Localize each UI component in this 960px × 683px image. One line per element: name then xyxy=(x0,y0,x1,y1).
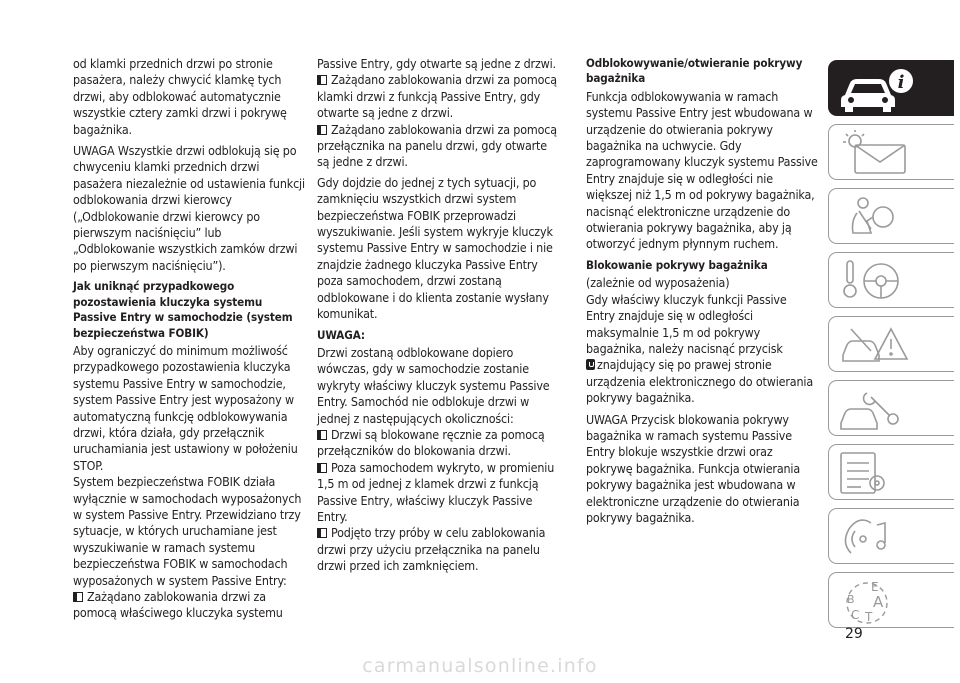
bullet-item xyxy=(317,72,560,121)
bullet-item xyxy=(317,122,560,171)
paragraph: Gdy właściwy kluczyk funkcji Passive Entry znajduje się w odległości maksymalnie 1,5 m od pokrywy bagażnika, należy nacisnąć przycisk znajdujący się po prawej stronie urządzenia elektronicznego do otwierania pokrywy bagażnika. xyxy=(586,291,814,406)
watermark: carmanualsonline.info xyxy=(362,655,598,677)
paragraph: Drzwi zostaną odblokowane dopiero wówczas, gdy w samochodzie zostanie wykryty właściwy kluczyk systemu Passive Entry. Samochód nie odblokuje drzwi w jednej z następujących okoliczności: xyxy=(317,344,550,426)
bullet-text: Zażądano zablokowania drzwi za pomocą właściwego kluczyka systemu xyxy=(73,589,283,621)
bullet-icon xyxy=(317,125,327,135)
airbag-safety-icon xyxy=(837,193,917,241)
dashboard-warning-lights-icon xyxy=(837,129,917,177)
paragraph: Funkcja odblokowywania w ramach systemu Passive Entry jest wbudowana w urządzenie do otwierania pokrywy bagażnika na uchwycie. Gdy zaprogramowany kluczyk systemu Passive Entry znajduje się w odległości nie większej niż 1,5 m od pokrywy bagażnika, nacisnąć elektroniczne urządzenie do otwierania pokrywy bagażnika, aby ją otworzyć jednym płynnym ruchem. xyxy=(586,88,818,252)
section-heading: Jak uniknąć przypadkowego pozostawienia kluczyka systemu Passive Entry w samochodzie (system bezpieczeństwa FOBIK) xyxy=(73,279,293,340)
svg-text:i: i xyxy=(897,72,905,93)
tab-car-info[interactable] xyxy=(828,60,954,116)
note-heading: UWAGA: xyxy=(317,327,365,342)
paragraph: (zależnie od wyposażenia) xyxy=(586,275,730,291)
car-info-icon xyxy=(837,65,917,113)
paragraph: Aby ograniczyć do minimum możliwość przypadkowego pozostawienia kluczyka systemu Passive Entry w samochodzie, system Passive Entry jest wyposażony w automatyczną funkcję odblokowywania drzwi, która działa, gdy przełącznik uruchamiania jest ustawiony w położeniu STOP. xyxy=(73,342,298,473)
text-column-3 xyxy=(586,56,818,531)
bullet-icon xyxy=(317,430,327,440)
note-paragraph: UWAGA Wszystkie drzwi odblokują się po chwyceniu klamki przednich drzwi pasażera niezależnie od ustawienia funkcji odblokowania drzwi kierowcy („Odblokowanie drzwi kierowcy po pierwszym naciśnięciu” lub „Odblokowanie wszystkich zamków drzwi po pierwszym naciśnięciu”). xyxy=(73,143,305,273)
note-paragraph: UWAGA Przycisk blokowania pokrywy bagażnika w ramach systemu Passive Entry blokuje wszystkie drzwi oraz pokrywę bagażnika. Funkcja otwierania pokrywy bagażnika jest wbudowana w elektroniczne urządzenie do otwierania pokrywy bagażnika. xyxy=(586,411,801,525)
index-letter: B xyxy=(847,593,855,606)
bullet-text: Drzwi są blokowane ręcznie za pomocą przełączników do blokowania drzwi. xyxy=(317,426,545,459)
bullet-item xyxy=(317,525,560,574)
technical-data-icon xyxy=(837,449,917,497)
bullet-icon xyxy=(317,463,327,473)
section-heading: Odblokowywanie/otwieranie pokrywy bagażnika xyxy=(586,56,803,86)
paragraph: Passive Entry, gdy otwarte są jedne z drzwi. xyxy=(317,56,556,71)
emergency-icon xyxy=(837,321,917,369)
tab-multimedia[interactable] xyxy=(828,508,954,564)
bullet-item xyxy=(317,460,560,526)
bullet-text: Podjęto trzy próby w celu zablokowania drzwi przy użyciu przełącznika na panelu drzwi przed ich zamknięciem. xyxy=(317,525,546,574)
bullet-text: Zażądano zablokowania drzwi za pomocą przełącznika na panelu drzwi, gdy otwarte są jedne z drzwi. xyxy=(317,121,557,170)
paragraph: od klamki przednich drzwi po stronie pasażera, należy chwycić klamkę tych drzwi, aby odblokować automatycznie wszystkie cztery zamki drzwi i pokrywę bagażnika. xyxy=(73,56,287,137)
index-letter: T xyxy=(865,610,873,624)
multimedia-icon xyxy=(837,513,917,561)
tab-dashboard[interactable] xyxy=(828,124,954,180)
bullet-icon xyxy=(73,592,83,602)
index-letter: A xyxy=(873,593,884,611)
bullet-item xyxy=(317,427,560,460)
paragraph: System bezpieczeństwa FOBIK działa wyłącznie w samochodach wyposażonych w system Passive Entry. Przewidziano trzy sytuacje, w których uruchamiane jest wyszukiwanie w ramach systemu bezpieczeństwa FOBIK w samochodach wyposażonych w system Passive Entry: xyxy=(73,474,302,588)
tab-emergency[interactable] xyxy=(828,316,954,372)
index-letter: E xyxy=(871,580,879,594)
bullet-item xyxy=(73,589,305,622)
tab-technical-data[interactable] xyxy=(828,444,954,500)
bullet-icon xyxy=(317,528,327,538)
starting-driving-icon xyxy=(837,257,917,305)
bullet-text: Poza samochodem wykryto, w promieniu 1,5 m od jednej z klamek drzwi z funkcją Passive Entry, właściwy kluczyk Passive Entry. xyxy=(317,459,555,524)
maintenance-icon xyxy=(837,385,917,433)
index-letter: C xyxy=(851,608,860,622)
page-number: 29 xyxy=(845,626,863,642)
section-heading: Blokowanie pokrywy bagażnika xyxy=(586,257,768,272)
text-column-1 xyxy=(73,56,305,627)
tab-starting-driving[interactable] xyxy=(828,252,954,308)
bullet-text: Zażądano zablokowania drzwi za pomocą klamki drzwi z funkcją Passive Entry, gdy otwarte są jedne z drzwi. xyxy=(317,72,557,121)
tab-maintenance[interactable] xyxy=(828,380,954,436)
tab-index[interactable] xyxy=(828,572,954,628)
tab-safety[interactable] xyxy=(828,188,954,244)
text-column-2 xyxy=(317,56,560,575)
lock-key-icon xyxy=(586,359,595,370)
paragraph: Gdy dojdzie do jednej z tych sytuacji, po zamknięciu wszystkich drzwi system bezpieczeństwa FOBIK przeprowadzi wyszukiwanie. Jeśli system wykryje kluczyk systemu Passive Entry w samochodzie i nie znajdzie żadnego kluczyka Passive Entry poza samochodem, drzwi zostaną odblokowane i do klienta zostanie wysłany komunikat. xyxy=(317,174,553,322)
bullet-icon xyxy=(317,75,327,85)
index-icon xyxy=(837,577,917,625)
